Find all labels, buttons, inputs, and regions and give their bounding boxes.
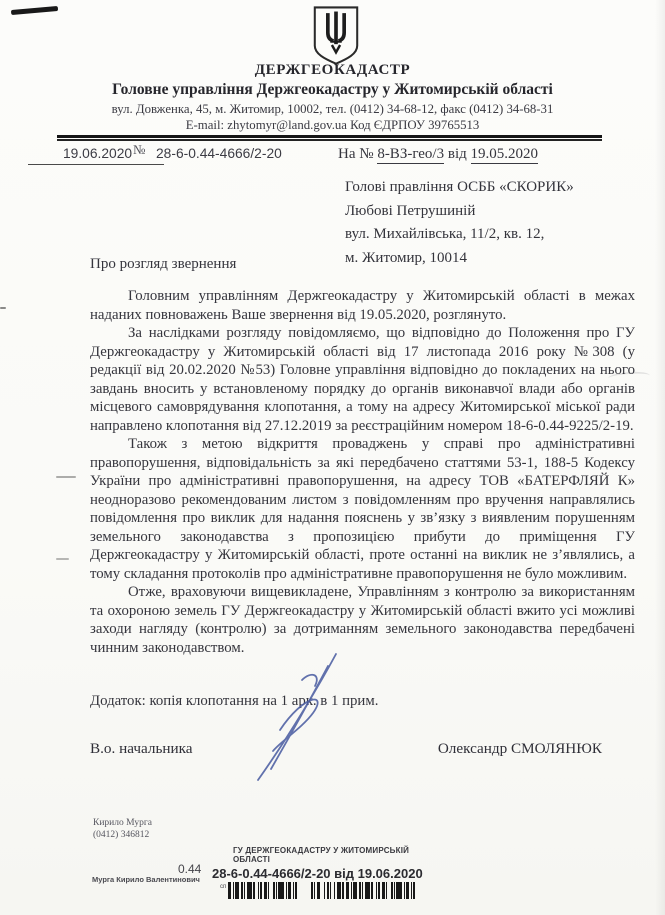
number-sign: № [133,142,146,157]
outgoing-date: 19.06.2020 [63,146,133,161]
incoming-prefix: На № [338,146,374,162]
recipient-city: м. Житомир, 10014 [345,249,468,266]
body-paragraph: Отже, враховуючи вищевикладене, Управлінням з контролю за використанням та охороною земель ГУ Держгеокадастру у Житомирській області вжито усі можливі заходи нагляду (контролю) за дотриманням земельного законодавства передбачені чинним законодавством. [90,584,635,656]
scan-artifact [0,307,6,309]
letter-subject: Про розгляд звернення [90,256,237,272]
attachment-note: Додаток: копія клопотання на 1 арк. в 1 прим. [90,693,379,709]
scan-artifact [11,6,58,15]
executor-full-name: Мурга Кирило Валентинович [92,875,200,884]
outgoing-reference [28,142,318,170]
scan-edge-shadow [655,0,665,915]
org-name: ДЕРЖГЕОКАДАСТР [254,62,411,78]
incoming-reference [338,146,538,163]
signer-name: Олександр СМОЛЯНЮК [437,740,602,757]
executor-phone: (0412) 346812 [93,829,150,840]
stamp-number-line: 28-6-0.44-4666/2-20 від 19.06.2020 [212,866,423,881]
body-paragraph: Також з метою відкриття проваджень у справі про адміністративні правопорушення, відповідальність за які передбачено статтями 53-1, 188-5 Кодексу України про адміністративні правопорушення, на адресу ТОВ «БАТЕРФЛЯЙ К» неодноразово рекомендованим листом з повідомленням про вручення направлялись повідомлення про виклик для надання пояснень у зв’язку з виявленим порушенням земельного законодавства з пропозицією прибути до приміщення ГУ Держгеокадастру у Житомирській області, проте останні на виклик не з’являлись, а тому складання протоколів про адміністративне правопорушення не було можливим. [90,436,635,582]
barcode-label: сп [220,884,227,890]
body-paragraph: За наслідками розгляду повідомляємо, що відповідно до Положення про ГУ Держгеокадастру у Житомирській області від 17 листопада 2016 року №308 (у редакції від 20.02.2020 №53) Головне управління відповідно до покладених на нього завдань вносить у встановленому порядку до органів виконавчої влади або органів місцевого самоврядування клопотання, а тому на адресу Житомирської міської ради направлено клопотання від 27.12.2019 за реєстраційним номером 18-6-0.44-9225/2-19. [90,325,635,434]
recipient-name: Любові Петрушиній [345,202,476,219]
incoming-date: 19.05.2020 [470,146,538,162]
header-divider [57,135,602,141]
scan-artifact [56,476,76,478]
executor-name: Кирило Мурга [93,818,152,828]
handwritten-signature [250,652,360,792]
form-underline [28,164,164,165]
org-address: вул. Довженка, 45, м. Житомир, 10002, тел. (0412) 34-68-12, факс (0412) 34-68-31 [111,102,554,116]
letter-body [90,287,635,657]
registration-stamp [212,846,442,899]
executor-contact [93,818,152,841]
recipient-block [345,176,574,270]
outgoing-number: 28-6-0.44-4666/2-20 [156,146,282,161]
recipient-street: вул. Михайлівська, 11/2, кв. 12, [345,226,545,242]
barcode [228,882,424,899]
body-paragraph: Головним управлінням Держгеокадастру у Житомирській області в межах наданих повноважень Ваше звернення від 19.05.2020, розглянуто. [90,288,635,323]
signer-position: В.о. начальника [90,740,193,757]
org-contacts: E-mail: zhytomyr@land.gov.ua Код ЄДРПОУ 39765513 [185,118,480,132]
stamp-org-line: ГУ ДЕРЖГЕОКАДАСТРУ У ЖИТОМИРСЬКІЙ ОБЛАСТІ [233,846,410,864]
incoming-connector: від [447,146,467,162]
scan-artifact [56,558,69,560]
recipient-title: Голові правління ОСББ «СКОРИК» [345,179,574,195]
org-subtitle: Головне управління Держгеокадастру у Житомирській області [112,81,553,98]
signature-row [90,740,602,758]
incoming-number: 8-ВЗ-гео/3 [377,146,445,162]
executor-code: 0.44 [178,862,202,876]
